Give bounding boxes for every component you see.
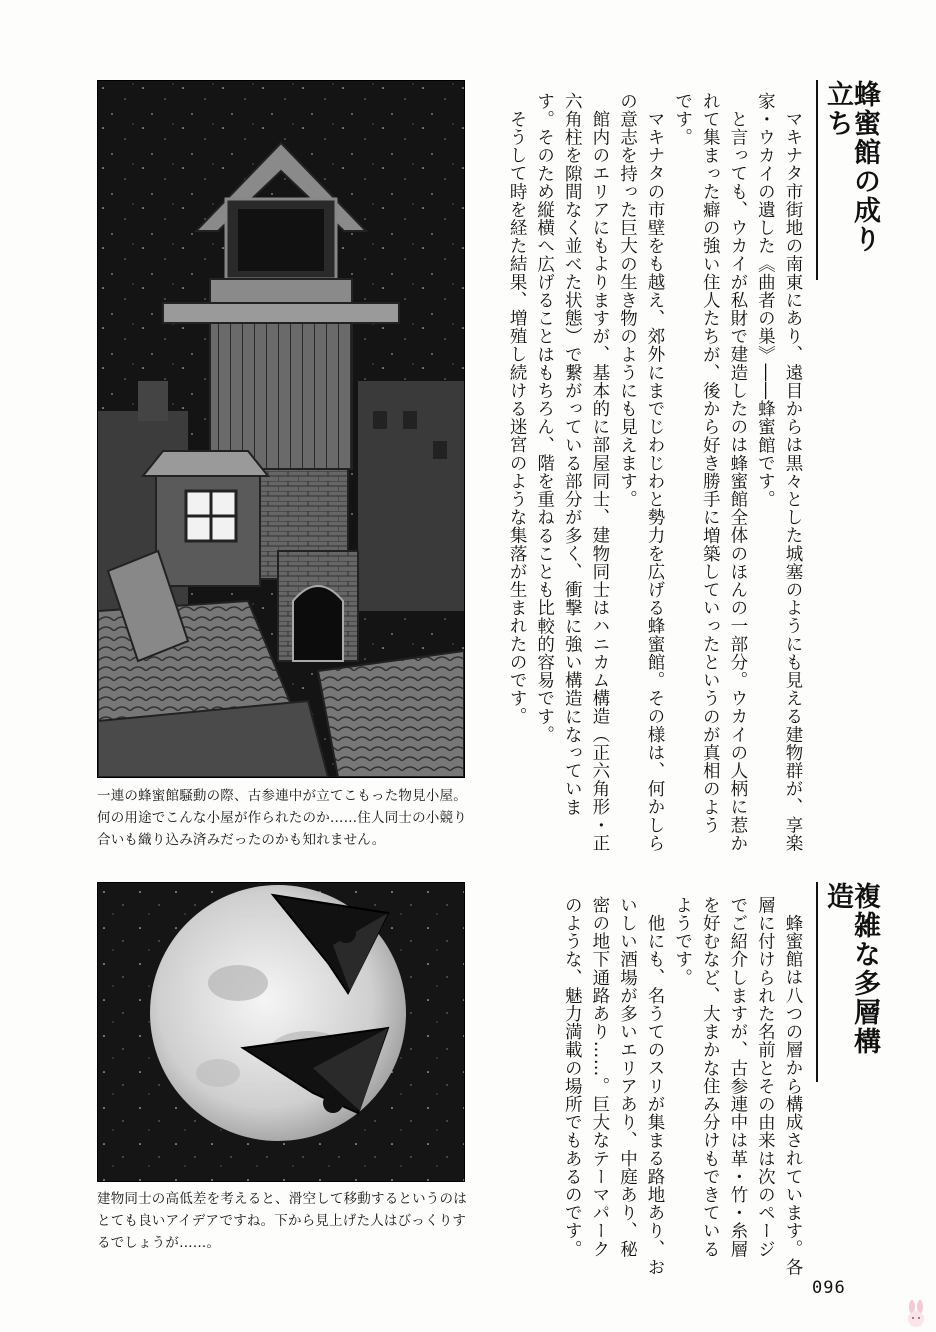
section-heading-origins: 蜂蜜館の成り立ち [816, 80, 878, 280]
paragraph: そうして時を経た結果、増殖し続ける迷宮のような集落が生まれたのです。 [507, 109, 528, 725]
paragraph: と言っても、ウカイが私財で建造したのは蜂蜜館全体のほんの一部分。ウカイの人柄に惹かれて集まった癖の強い住人たちが、後から好き勝手に増築していったというのが真相のようです。 [672, 92, 748, 852]
paragraph: マキナタの市壁をも越え、郊外にまでじわじわと勢力を広げる蜂蜜館。その様は、何かしらの意志を持った巨大の生き物のようにも見えます。 [617, 92, 666, 852]
illustration-moon-gliders [97, 882, 465, 1182]
moon-gliders-image [98, 883, 464, 1181]
figure-caption-gliders: 建物同士の高低差を考えると、滑空して移動するというのはとても良いアイデアですね。下から見上げた人はびっくりするでしょうが……。 [97, 1191, 467, 1251]
paragraph: 館内のエリアにもよりますが、基本的に部屋同士、建物同士はハニカム構造（正六角形・正六角柱を隙間なく並べた状態）で繋がっている部分が多く、衝撃に強い構造になっています。そのため縦横へ広げることはもちろん、階を重ねることも比較的容易です。 [534, 92, 610, 852]
illustration-watchtower [97, 80, 465, 778]
paragraph: マキナタ市街地の南東にあり、遠目からは黒々とした城塞のようにも見える建物群が、享楽家・ウカイの遺した《曲者の巣》――蜂蜜館です。 [755, 92, 803, 852]
figure-caption-watchtower: 一連の蜂蜜館騒動の際、古参連中が立てこもった物見小屋。何の用途でこんな小屋が作られたのか……住人同士の小競り合いも織り込み済みだったのかも知れません。 [97, 788, 467, 848]
paragraph: 他にも、名うてのスリが集まる路地あり、おいしい酒場が多いエリアあり、中庭あり、秘密の地下通路あり……。巨大なテーマパークのような、魅力満載の場所でもあるのです。 [562, 896, 666, 1276]
bunny-logo-icon [902, 1300, 930, 1328]
section-body-origins [500, 92, 806, 852]
page-number: 096 [812, 1278, 846, 1298]
section-heading-layers: 複雑な多層構造 [816, 882, 878, 1082]
paragraph: 蜂蜜館は八つの層から構成されています。各層に付けられた名前とその由来は次のページでご紹介しますが、古参連中は革・竹・糸層を好むなど、大まかな住み分けもできているようです。 [672, 896, 803, 1276]
section-body-layers [494, 896, 806, 1276]
watchtower-image [98, 81, 464, 777]
